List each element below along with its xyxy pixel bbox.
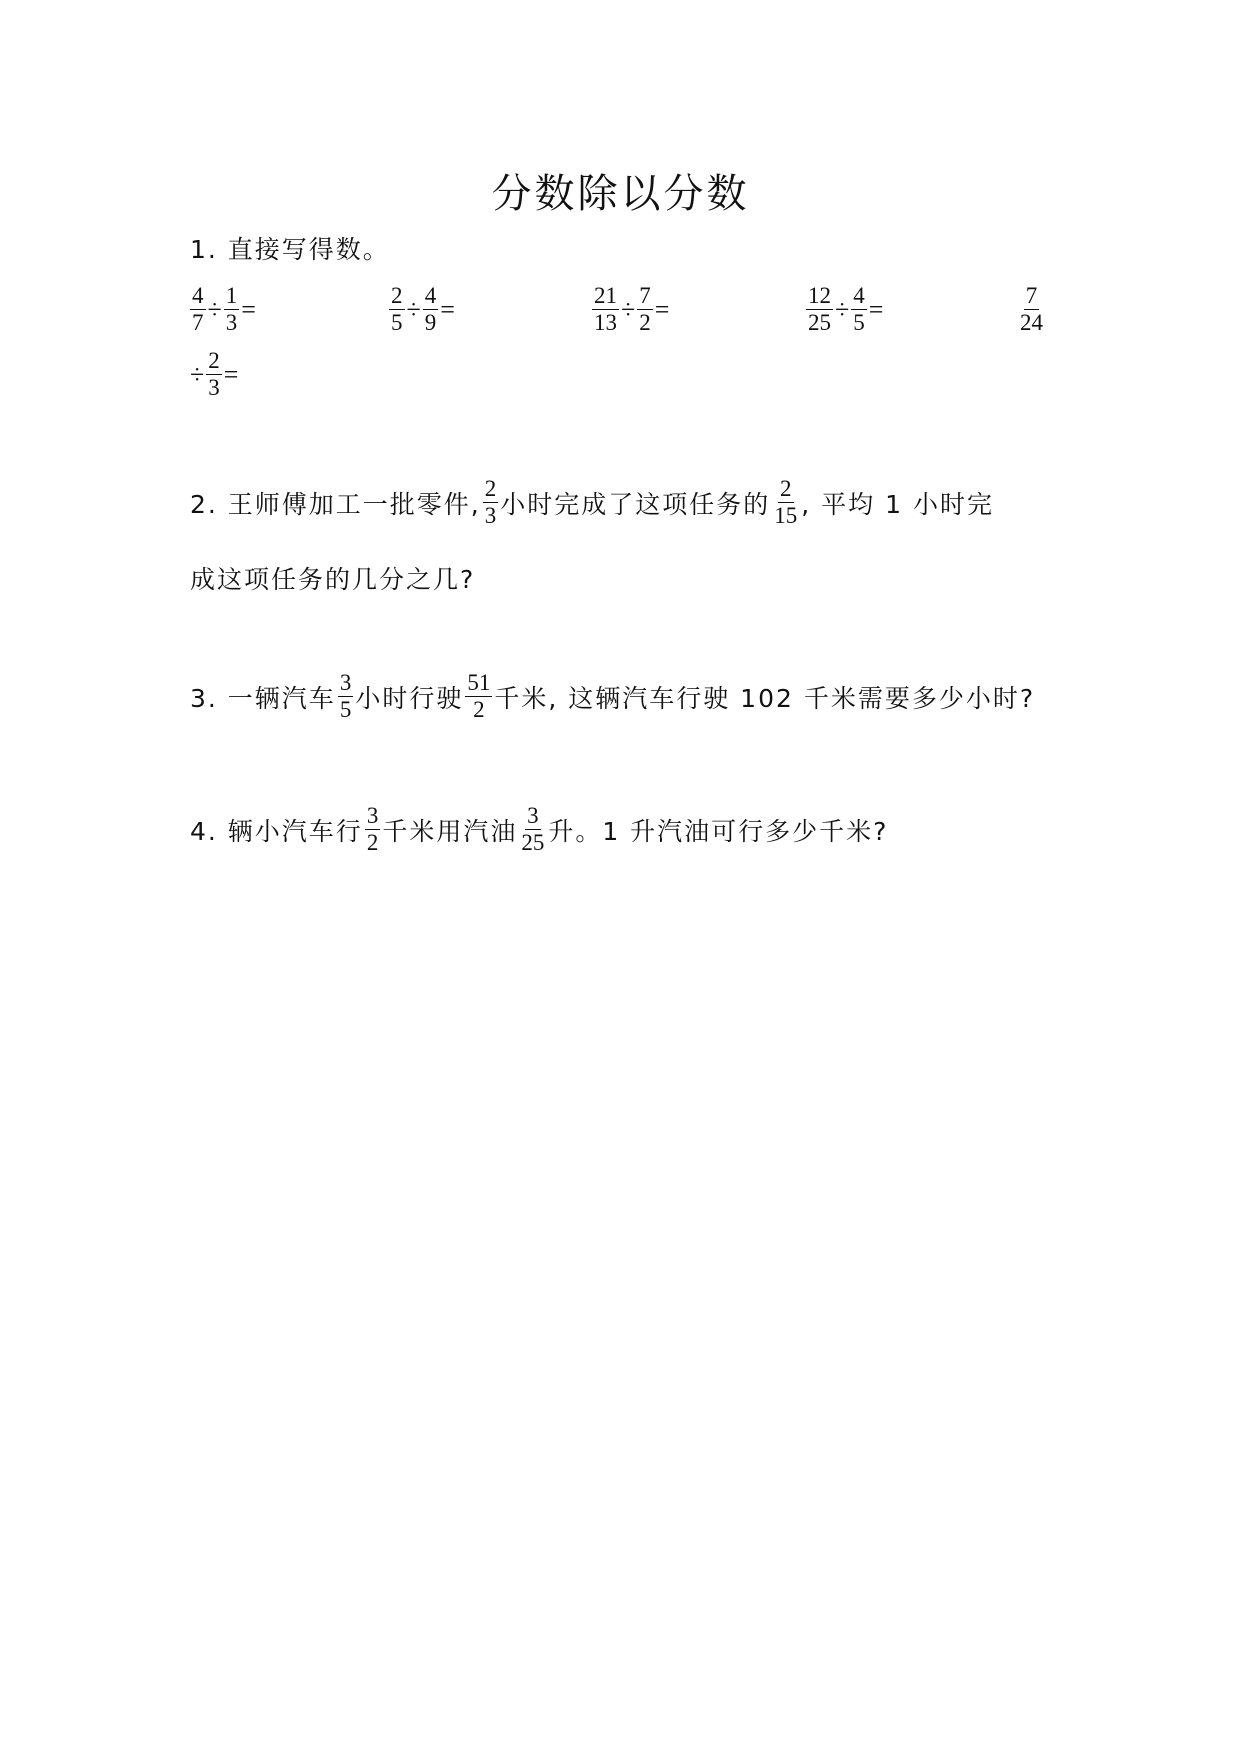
page-title: 分数除以分数 [491, 171, 750, 217]
fraction: $\frac{1}{3}$ [225, 283, 238, 336]
q3-line: 3. 一辆汽车 $\frac{3}{5}$ 小时行驶 $\frac{51}{2}$ 千米, 这辆汽车行驶 102 千米需要多少小时? [190, 670, 1036, 723]
fraction: $\frac{3}{5}$ [339, 670, 352, 723]
fraction: $\frac{51}{2}$ [467, 670, 491, 723]
fraction: $\frac{4}{7}$ [192, 283, 204, 336]
fraction: $\frac{2}{15}$ [774, 476, 798, 529]
fraction: $\frac{21}{13}$ [594, 283, 617, 336]
q1-heading: 1. 直接写得数。 [190, 235, 390, 264]
fraction: $\frac{2}{3}$ [208, 348, 220, 401]
q1-item-3: $\frac{21}{13}$ ÷ $\frac{7}{2}$ = [594, 283, 670, 336]
q4-line: 4. 辆小汽车行 $\frac{3}{2}$ 千米用汽油 $\frac{3}{25}$ 升。1 升汽油可行多少千米? [190, 803, 889, 856]
q1-item-5-rest: ÷ $\frac{2}{3}$ = [190, 348, 239, 401]
fraction: $\frac{7}{2}$ [639, 283, 651, 336]
fraction: $\frac{3}{25}$ [521, 803, 545, 856]
q1-item-2: $\frac{2}{5}$ ÷ $\frac{4}{9}$ = [391, 283, 455, 336]
fraction: $\frac{4}{9}$ [424, 283, 437, 336]
fraction: $\frac{2}{5}$ [391, 283, 403, 336]
fraction: $\frac{2}{3}$ [484, 476, 497, 529]
q2-line-2: 成这项任务的几分之几? [190, 565, 476, 594]
fraction: $\frac{7}{24}$ [1020, 283, 1043, 336]
fraction: $\frac{3}{2}$ [366, 803, 379, 856]
fraction: $\frac{4}{5}$ [853, 283, 865, 336]
q1-item-5-first [1016, 283, 1047, 337]
fraction: $\frac{12}{25}$ [808, 283, 831, 336]
q1-item-4: $\frac{12}{25}$ ÷ $\frac{4}{5}$ = [808, 283, 884, 336]
q1-item-1: $\frac{4}{7}$ ÷ $\frac{1}{3}$ = [192, 283, 256, 336]
q2-line-1: 2. 王师傅加工一批零件, $\frac{2}{3}$ 小时完成了这项任务的 $\frac{2}{15}$ , 平均 1 小时完 [190, 476, 994, 529]
